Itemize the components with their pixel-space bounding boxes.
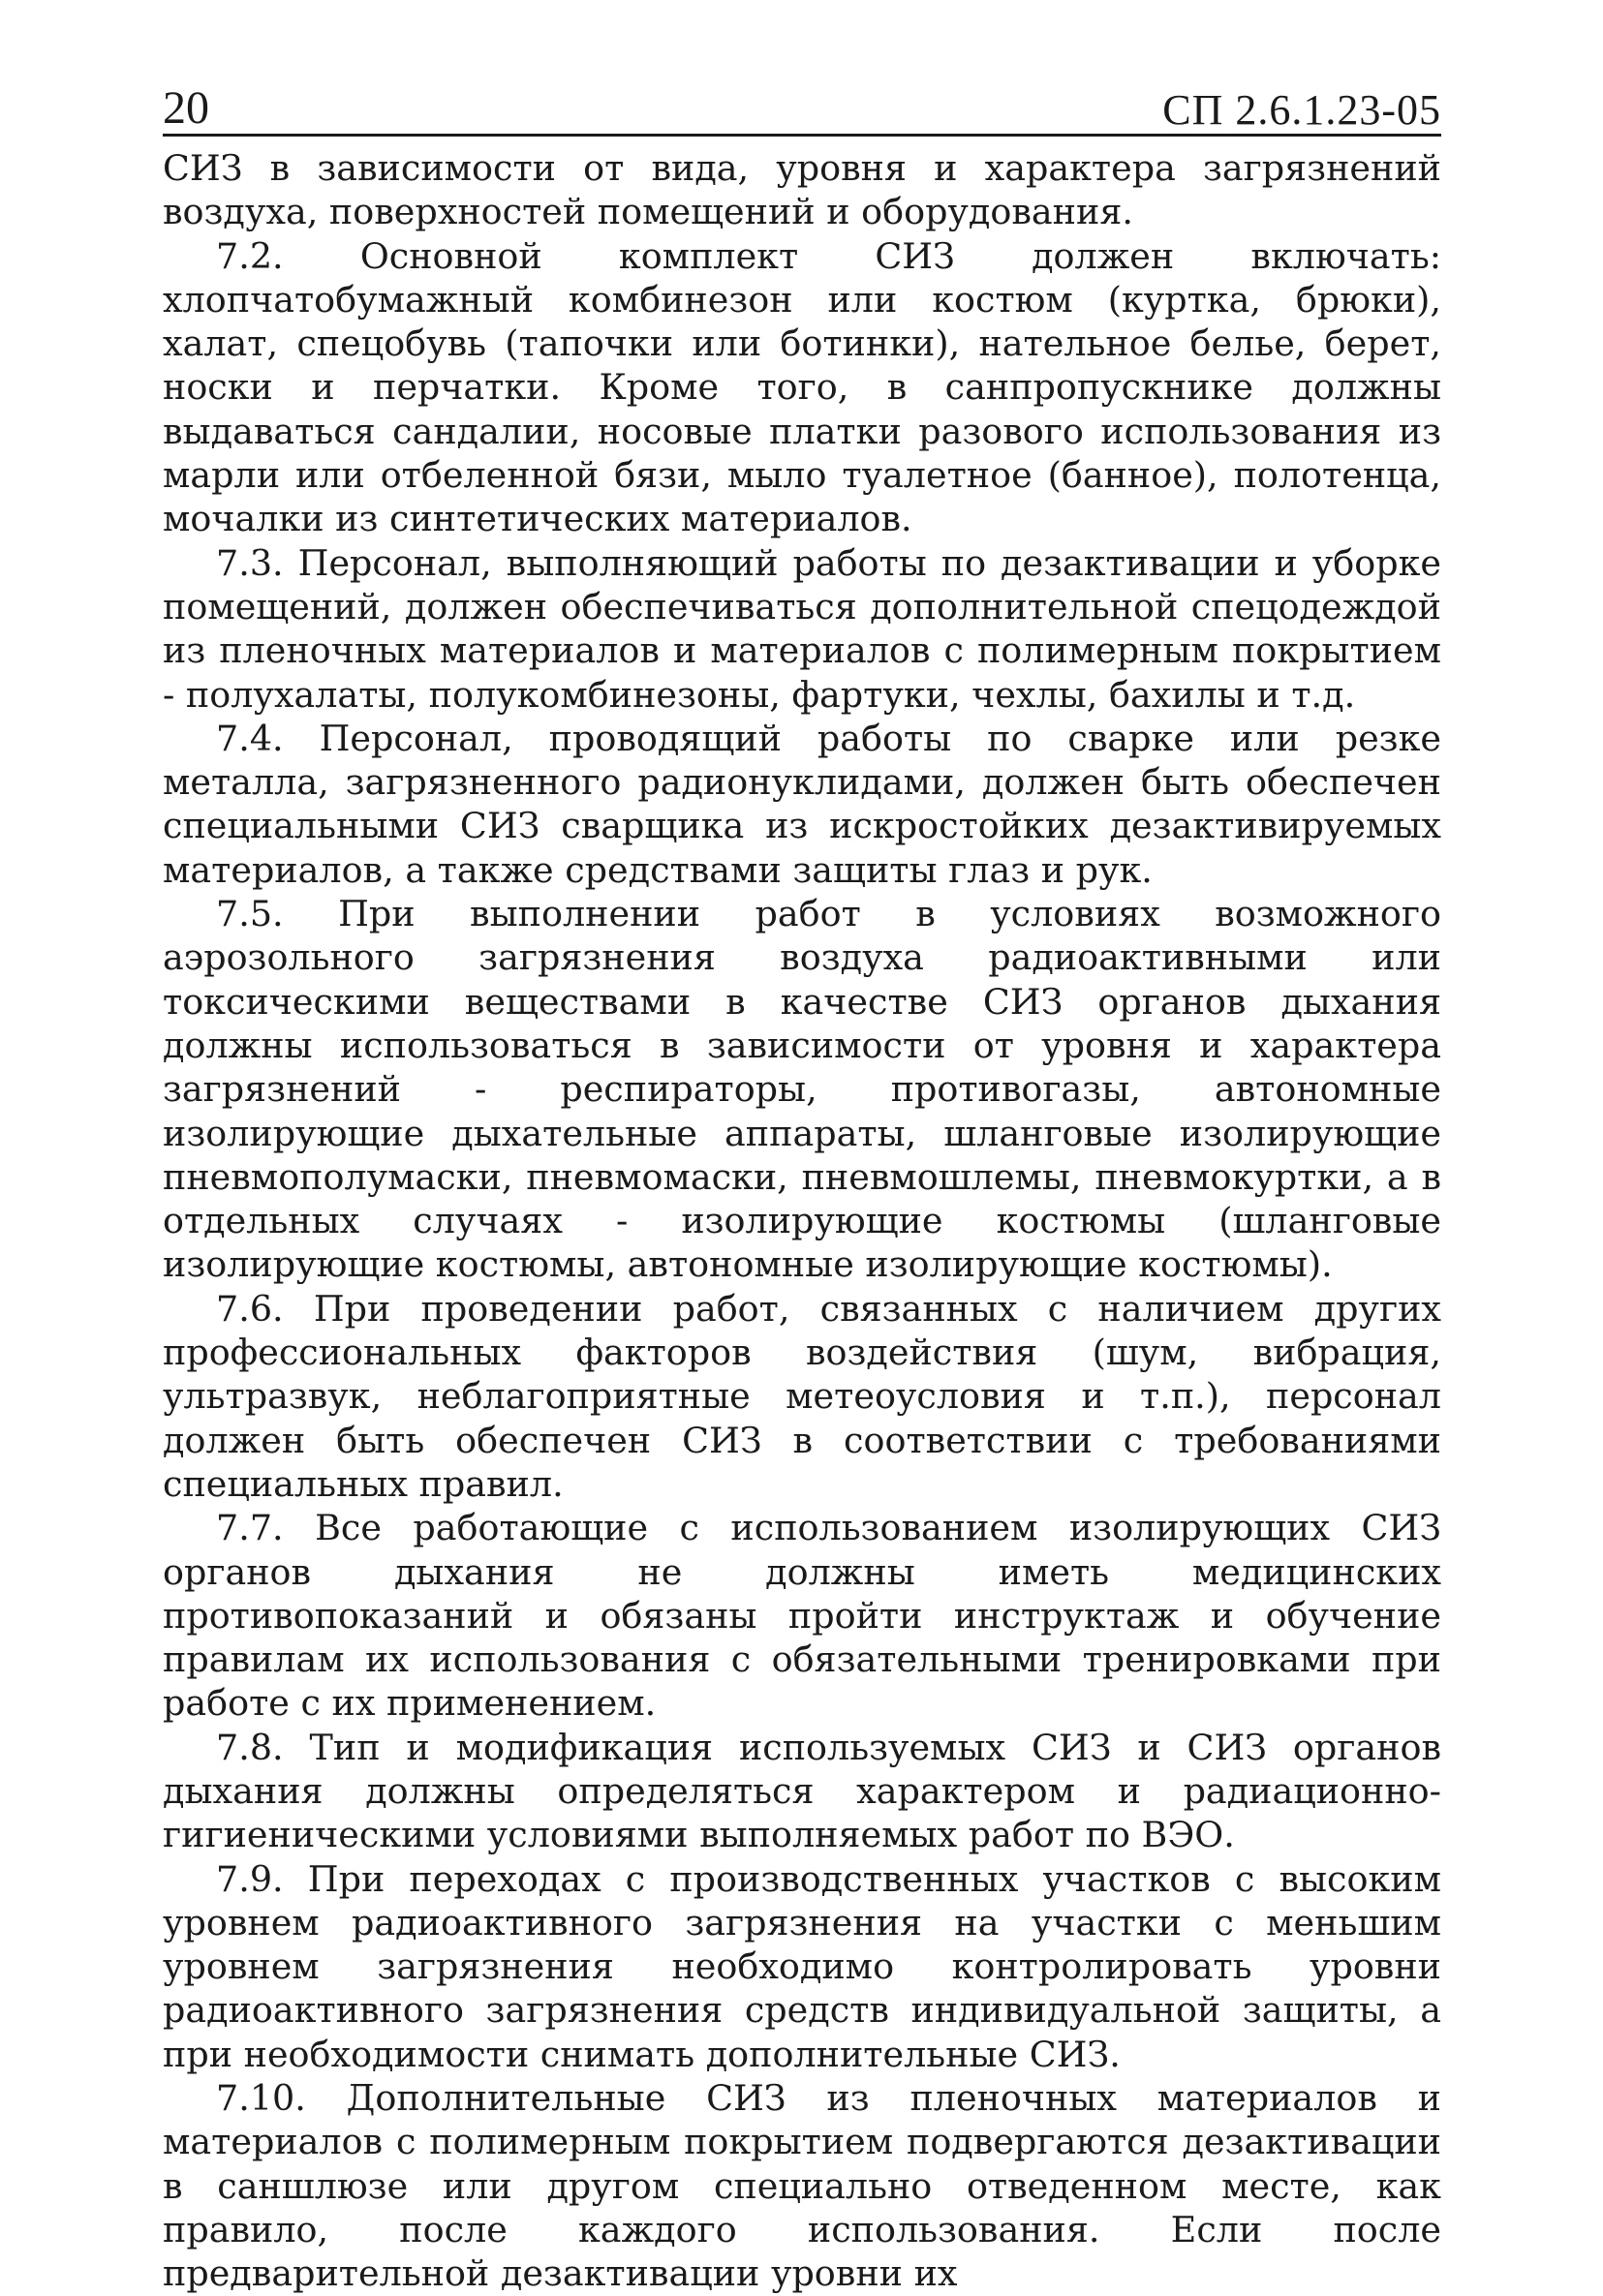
paragraph-7-4: 7.4. Персонал, проводящий работы по сварке или резке металла, загрязненного радионуклидами, должен быть обеспечен специальными СИЗ сварщика из искростойких дезактивируемых материалов, а также средствами защиты глаз и рук. bbox=[163, 717, 1441, 891]
paragraph-7-8: 7.8. Тип и модификация используемых СИЗ и СИЗ органов дыхания должны определяться характером и радиационно-гигиеническими условиями выполняемых работ по ВЭО. bbox=[163, 1726, 1441, 1856]
paragraph-7-7: 7.7. Все работающие с использованием изолирующих СИЗ органов дыхания не должны иметь медицинских противопоказаний и обязаны пройти инструктаж и обучение правилам их использования с обязательными тренировками при работе с их применением. bbox=[163, 1507, 1441, 1725]
paragraph-7-10: 7.10. Дополнительные СИЗ из пленочных материалов и материалов с полимерным покрытием подвергаются дезактивации в саншлюзе или другом специально отведенном месте, как правило, после каждого использования. Если после предварительной дезактивации уровни их bbox=[163, 2077, 1441, 2295]
document-code: СП 2.6.1.23-05 bbox=[1162, 86, 1441, 134]
page-number: 20 bbox=[163, 82, 209, 134]
paragraph-7-5: 7.5. При выполнении работ в условиях возможного аэрозольного загрязнения воздуха радиоактивными или токсическими веществами в качестве СИЗ органов дыхания должны использоваться в зависимости от уровня и характера загрязнений - респираторы, противогазы, автономные изолирующие дыхательные аппараты, шланговые изолирующие пневмополумаски, пневмомаски, пневмошлемы, пневмокуртки, а в отдельных случаях - изолирующие костюмы (шланговые изолирующие костюмы, автономные изолирующие костюмы). bbox=[163, 893, 1441, 1286]
page-header bbox=[163, 77, 1441, 137]
paragraph-7-6: 7.6. При проведении работ, связанных с наличием других профессиональных факторов воздействия (шум, вибрация, ультразвук, неблагоприятные метеоусловия и т.п.), персонал должен быть обеспечен СИЗ в соответствии с требованиями специальных правил. bbox=[163, 1287, 1441, 1505]
paragraph-7-3: 7.3. Персонал, выполняющий работы по дезактивации и уборке помещений, должен обеспечиваться дополнительной спецодеждой из пленочных материалов и материалов с полимерным покрытием - полухалаты, полукомбинезоны, фартуки, чехлы, бахилы и т.д. bbox=[163, 541, 1441, 716]
paragraph-7-9: 7.9. При переходах с производственных участков с высоким уровнем радиоактивного загрязнения на участки с меньшим уровнем загрязнения необходимо контролировать уровни радиоактивного загрязнения средств индивидуальной защиты, а при необходимости снимать дополнительные СИЗ. bbox=[163, 1857, 1441, 2075]
paragraph-continuation: СИЗ в зависимости от вида, уровня и характера загрязнений воздуха, поверхностей помещений и оборудования. bbox=[163, 147, 1441, 233]
document-body bbox=[163, 146, 1441, 2296]
document-page bbox=[163, 77, 1441, 2296]
paragraph-7-2: 7.2. Основной комплект СИЗ должен включать: хлопчатобумажный комбинезон или костюм (куртка, брюки), халат, спецобувь (тапочки или ботинки), нательное белье, берет, носки и перчатки. Кроме того, в санпропускнике должны выдаваться сандалии, носовые платки разового использования из марли или отбеленной бязи, мыло туалетное (банное), полотенца, мочалки из синтетических материалов. bbox=[163, 234, 1441, 540]
